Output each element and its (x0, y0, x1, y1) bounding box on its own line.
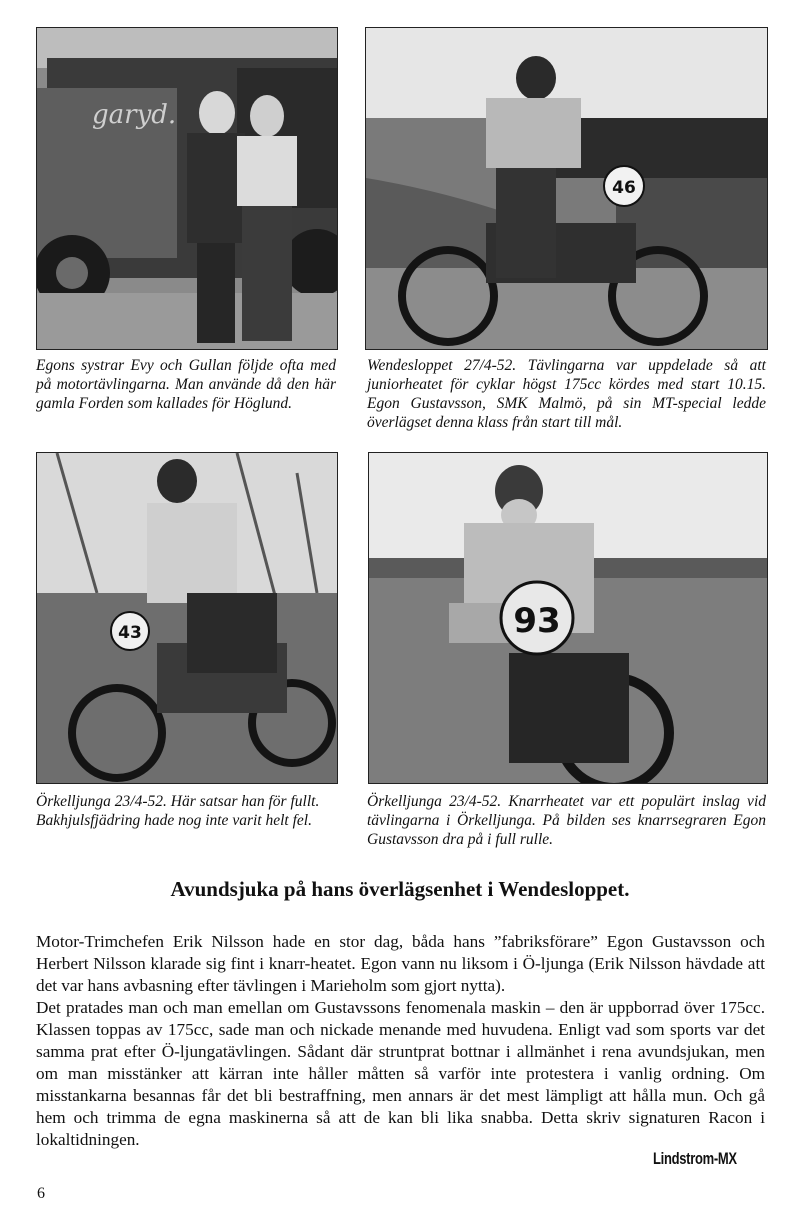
number-plate-46: 46 (612, 178, 636, 198)
photo-rider-93 (368, 452, 768, 784)
photo-rider-43 (36, 452, 338, 784)
article-paragraph-1: Motor-Trimchefen Erik Nilsson hade en stor dag, båda hans ”fabriksförare” Egon Gustavsson och Herbert Nilsson klarade sig fint i knarr-heatet. Egon vann nu liksom i Ö-ljunga (Erik Nilsson hävdade att det var hans avbasning efter tävlingen i Marieholm som gjort nytta). (36, 932, 765, 995)
caption-photo-3: Örkelljunga 23/4-52. Här satsar han för fullt. Bakhjulsfjädring hade nog inte varit helt fel. (36, 793, 320, 829)
photo-rider-46 (365, 27, 768, 350)
photo-rider-43-image (37, 453, 337, 783)
photo-women-by-truck-image (37, 28, 337, 349)
caption-photo-4: Örkelljunga 23/4-52. Knarrheatet var ett populärt inslag vid tävlingarna i Örkelljunga. På bilden ses knarrsegraren Egon Gustavsson dra på i full rulle. (367, 793, 766, 848)
number-plate-43: 43 (118, 623, 142, 643)
article-heading: Avundsjuka på hans överlägsenhet i Wendesloppet. (170, 877, 630, 901)
caption-photo-2: Wendesloppet 27/4-52. Tävlingarna var uppdelade så att juniorheatet för cyklar högst 175cc kördes med start 10.15. Egon Gustavsson, SMK Malmö, på sin MT-special ledde överlägset denna klass från start till mål. (367, 357, 766, 431)
photo-women-by-truck (36, 27, 338, 350)
article-paragraph-2: Det pratades man och man emellan om Gustavssons fenomenala maskin – den är uppborrad över 175cc. Klassen toppas av 175cc, sade man och nickade menande med huvudena. Enligt vad som sports var det samma prat efter Ö-ljungatävlingen. Sådant där struntprat bottnar i allmänhet i rena avundsjukan, men om man misstänker att kärran inte håller måtten så varför inte protestera i vanlig ordning. Om misstankarna besannas får det bli bestraffning, men annars är det mest lämpligt att hålla mun. Och gå hem och trimma de egna maskinerna så att de kan bli lika snabba. Detta skriv signaturen Racon i lokaltidningen. (36, 998, 765, 1149)
number-plate-93: 93 (513, 601, 561, 641)
article-body (36, 931, 765, 1151)
page-number: 6 (37, 1185, 45, 1202)
photo-rider-46-image (366, 28, 767, 349)
truck-lettering: garyd. (92, 100, 177, 130)
lindstrom-logo: Lindstrom-MX (653, 1149, 737, 1168)
photo-rider-93-image (369, 453, 767, 783)
caption-photo-1: Egons systrar Evy och Gullan följde ofta med på motortävlingarna. Man använde då den här gamla Forden som kallades för Höglund. (36, 357, 336, 412)
